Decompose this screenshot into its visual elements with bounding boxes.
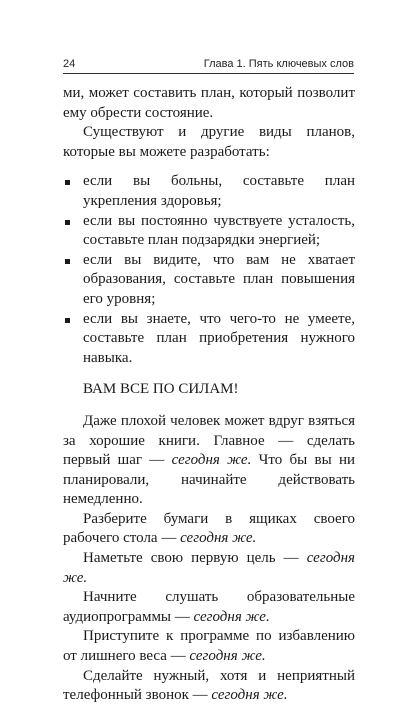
- header-rule: [63, 73, 354, 74]
- list-item-text: если вы больны, составьте план укрепления здоровья;: [83, 173, 355, 209]
- list-item: [63, 172, 355, 211]
- page-body: [63, 84, 355, 706]
- paragraph: Наметьте свою первую цель — сегодня же.: [63, 550, 355, 586]
- list-item-text: если вы постоянно чувствуете усталость, составьте план подзарядки энергией;: [83, 212, 355, 249]
- chapter-title: Глава 1. Пять ключевых слов: [203, 58, 354, 70]
- list-item-text: если вы знаете, что чего-то не умеете, составьте план приобретения нужного навыка.: [83, 310, 355, 366]
- list-item: [63, 310, 355, 369]
- section-heading: ВАМ ВСЕ ПО СИЛАМ!: [83, 381, 239, 398]
- list-item: [63, 251, 355, 310]
- plan-list: [63, 172, 355, 368]
- paragraph-continuation: ми, может составить план, который позволит ему обрести состояние.: [63, 85, 355, 121]
- paragraph-plans-intro: Существуют и другие виды планов, которые вы можете разработать:: [63, 124, 355, 160]
- paragraph: Приступите к программе по избавлению от лишнего веса — сегодня же.: [63, 628, 355, 665]
- paragraph: Даже плохой человек может вдруг взяться за хорошие книги. Главное — сделать первый шаг — сегодня же. Что бы вы ни планировали, начинайте действовать немедленно.: [63, 412, 356, 508]
- bullet-marker: [65, 180, 70, 185]
- paragraph: Сделайте нужный, хотя и неприятный телефонный звонок — сегодня же.: [63, 667, 355, 704]
- page-number: 24: [63, 58, 76, 70]
- list-item: [63, 212, 355, 251]
- bullet-marker: [65, 220, 70, 225]
- paragraph: Разберите бумаги в ящиках своего рабочего стола — сегодня же.: [63, 510, 355, 547]
- list-item-text: если вы видите, что вам не хватает образования, составьте план повышения его уровня;: [83, 251, 355, 307]
- bullet-marker: [65, 318, 70, 323]
- bullet-marker: [65, 259, 70, 264]
- paragraph: Начните слушать образовательные аудиопрограммы — сегодня же.: [63, 589, 355, 625]
